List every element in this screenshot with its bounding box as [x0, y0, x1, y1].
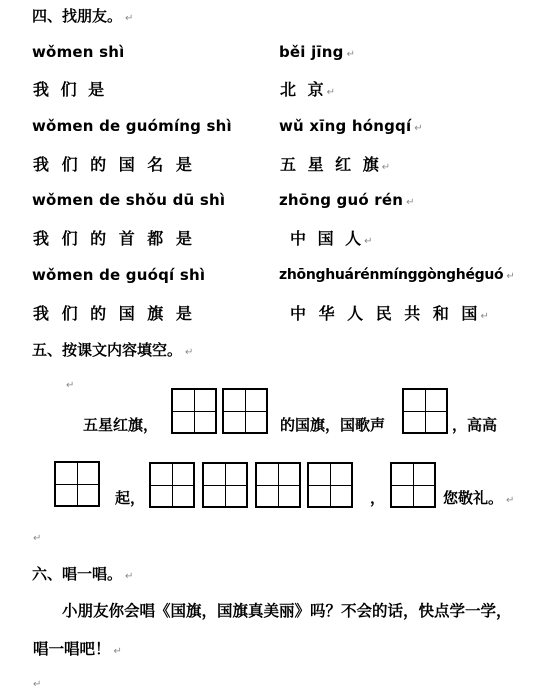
- row8-left-hanzi: 我 们 的 国 旗 是: [33, 304, 192, 323]
- row1-right-pinyin: běi jīng ↵: [279, 43, 356, 61]
- row7-left-pinyin: wǒmen de guóqí shì: [32, 266, 206, 284]
- tian-box[interactable]: [202, 462, 248, 508]
- paragraph-mark: ↵: [66, 380, 75, 391]
- row6-left-hanzi: 我 们 的 首 都 是: [33, 229, 192, 248]
- fill-line1-text3: ，高高: [452, 416, 498, 434]
- row6-right-hanzi: 中 国 人 ↵: [290, 229, 373, 248]
- row7-right-pinyin: zhōnghuárénmínggònghéguó ↵: [279, 267, 515, 283]
- row3-right-pinyin: wǔ xīng hóngqí ↵: [279, 117, 423, 135]
- row3-left-pinyin: wǒmen de guómíng shì: [32, 117, 232, 135]
- tian-box[interactable]: [307, 462, 353, 508]
- row1-left-pinyin: wǒmen shì: [32, 43, 125, 61]
- row2-right-hanzi: 北 京 ↵: [280, 80, 335, 99]
- fill-line2-text2: ，: [370, 489, 386, 507]
- section6-heading: 六、唱一唱。 ↵: [32, 565, 134, 583]
- tian-box[interactable]: [390, 462, 436, 508]
- tian-box[interactable]: [255, 462, 301, 508]
- fill-line2-text3: 您敬礼。 ↵: [443, 489, 515, 507]
- fill-line2-text1: 起，: [115, 489, 146, 507]
- fill-line1-text2: 的国旗，国歌声: [280, 416, 386, 434]
- section6-paragraph-line2: 唱一唱吧！ ↵: [33, 640, 122, 658]
- row2-left-hanzi: 我 们 是: [33, 80, 105, 99]
- tian-box[interactable]: [54, 461, 100, 507]
- tian-box[interactable]: [402, 388, 448, 434]
- row4-right-hanzi: 五 星 红 旗 ↵: [280, 155, 391, 174]
- paragraph-mark: ↵: [33, 533, 42, 544]
- tian-box[interactable]: [149, 462, 195, 508]
- row5-left-pinyin: wǒmen de shǒu dū shì: [32, 191, 226, 209]
- section5-heading: 五、按课文内容填空。 ↵: [32, 341, 194, 359]
- tian-box[interactable]: [222, 388, 268, 434]
- row5-right-pinyin: zhōng guó rén ↵: [279, 191, 415, 209]
- tian-box[interactable]: [171, 388, 217, 434]
- section4-heading: 四、找朋友。 ↵: [32, 7, 134, 25]
- paragraph-mark: ↵: [33, 679, 42, 690]
- row4-left-hanzi: 我 们 的 国 名 是: [33, 155, 192, 174]
- section6-paragraph-line1: 小朋友你会唱《国旗，国旗真美丽》吗？不会的话，快点学一学，: [62, 602, 512, 620]
- row8-right-hanzi: 中 华 人 民 共 和 国 ↵: [290, 304, 489, 323]
- fill-line1-text1: 五星红旗，: [83, 416, 159, 434]
